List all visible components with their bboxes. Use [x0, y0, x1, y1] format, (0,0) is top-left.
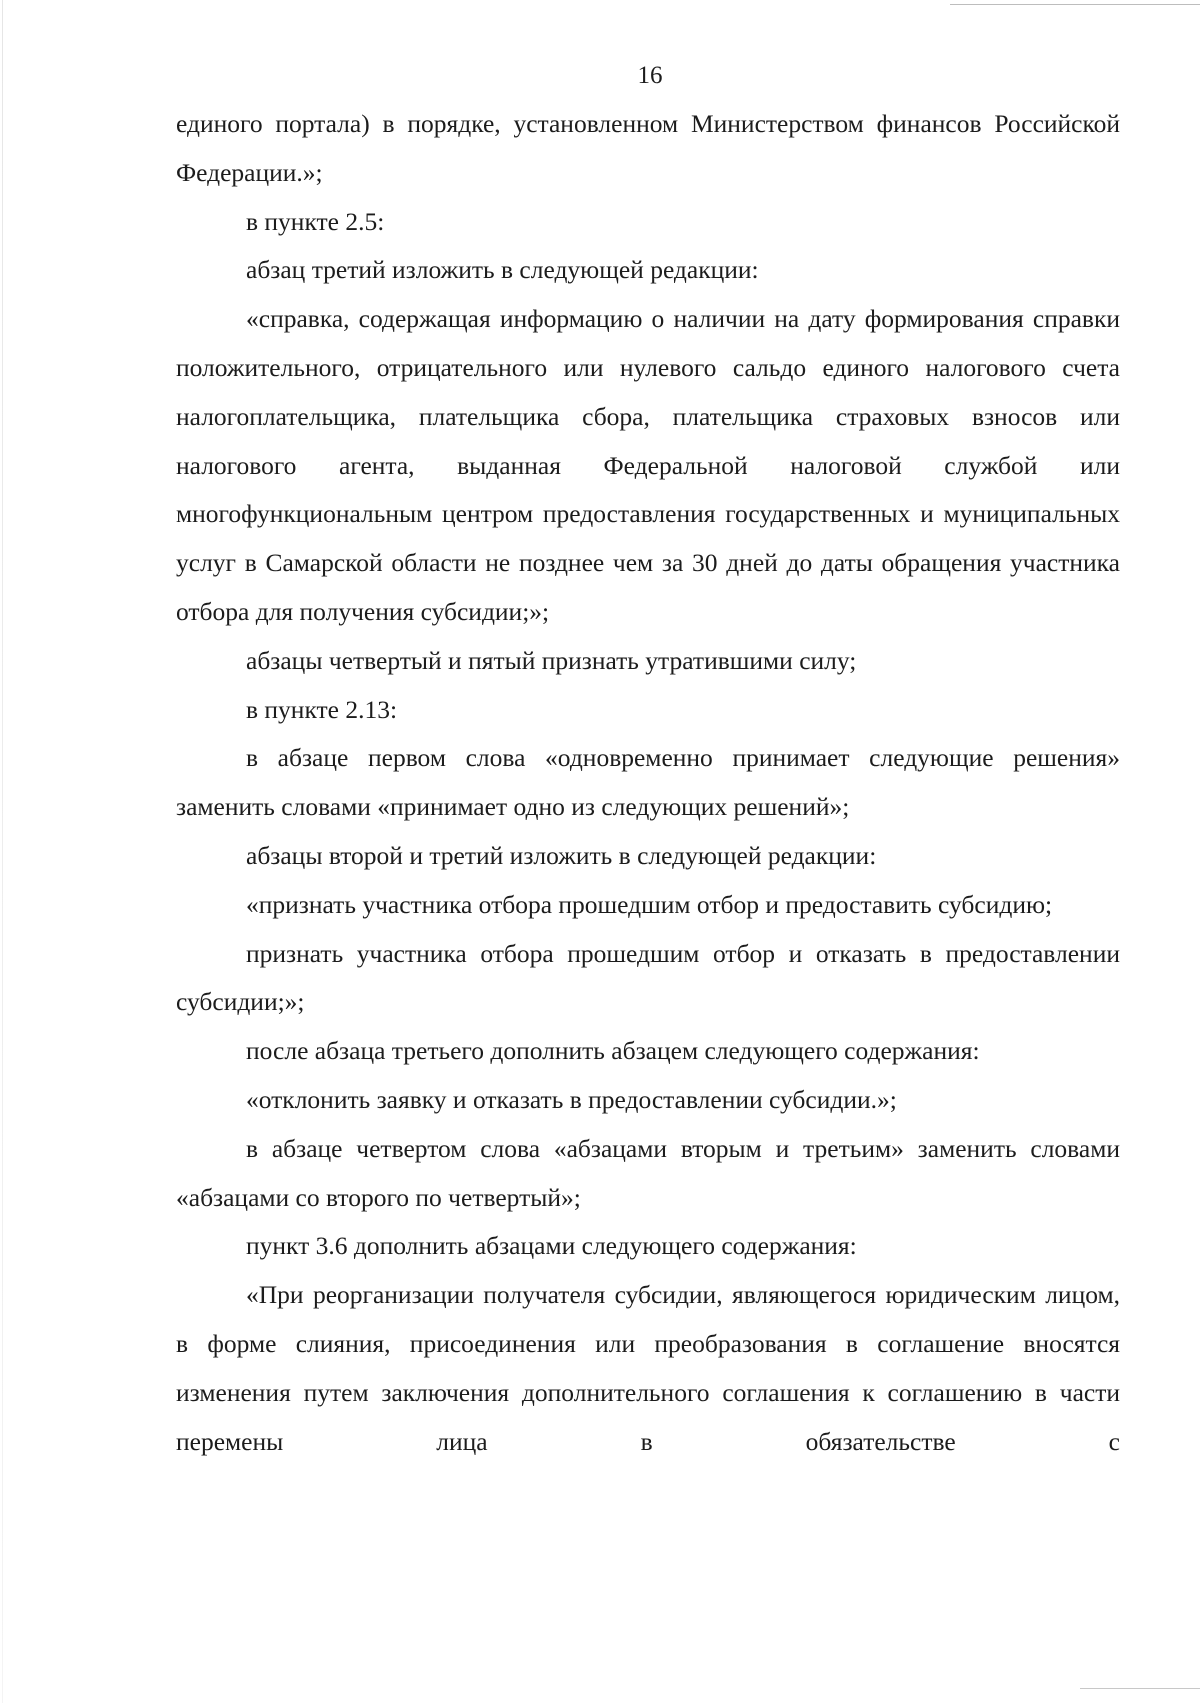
paragraph: абзацы четвертый и пятый признать утратившими силу; — [246, 645, 857, 675]
paragraph: после абзаца третьего дополнить абзацем следующего содержания: — [246, 1036, 980, 1066]
paragraph: «признать участника отбора прошедшим отбор и предоставить субсидию; — [246, 889, 1053, 919]
paragraph: «отклонить заявку и отказать в предоставлении субсидии.»; — [246, 1084, 897, 1114]
paragraph: признать участника отбора прошедшим отбор и отказать в предоставлении субсидии;»; — [176, 938, 1120, 1017]
paragraph: в абзаце четвертом слова «абзацами вторым и третьим» заменить словами «абзацами со второго по четвертый»; — [176, 1133, 1120, 1212]
paragraph: абзац третий изложить в следующей редакции: — [246, 255, 759, 285]
paragraph: «справка, содержащая информацию о наличии на дату формирования справки положительного, отрицательного или нулевого сальдо единого налогового счета налогоплательщика, плательщика сбора, плательщика страховых взносов или налогового агента, выданная Федеральной налоговой службой или многофункциональным центром предоставления государственных и муниципальных услуг в Самарской области не позднее чем за 30 дней до даты обращения участника отбора для получения субсидии;»; — [176, 304, 1120, 626]
scan-edge — [2, 0, 3, 1703]
document-body — [176, 100, 1120, 1466]
paragraph: единого портала) в порядке, установленном Министерством финансов Российской Федерации.»; — [176, 109, 1120, 187]
scan-artifact-line — [950, 4, 1200, 5]
paragraph: в пункте 2.5: — [246, 206, 385, 236]
paragraph: пункт 3.6 дополнить абзацами следующего содержания: — [246, 1231, 857, 1261]
paragraph: в пункте 2.13: — [246, 694, 398, 724]
page-number: 16 — [637, 62, 663, 89]
paragraph: «При реорганизации получателя субсидии, являющегося юридическим лицом, в форме слияния, присоединения или преобразования в соглашение вносятся изменения путем заключения дополнительного соглашения к соглашению в части перемены лица в обязательстве с — [176, 1280, 1120, 1456]
scan-artifact-line — [1080, 1688, 1200, 1689]
paragraph: абзацы второй и третий изложить в следующей редакции: — [246, 840, 877, 870]
paragraph: в абзаце первом слова «одновременно принимает следующие решения» заменить словами «принимает одно из следующих решений»; — [176, 743, 1120, 822]
